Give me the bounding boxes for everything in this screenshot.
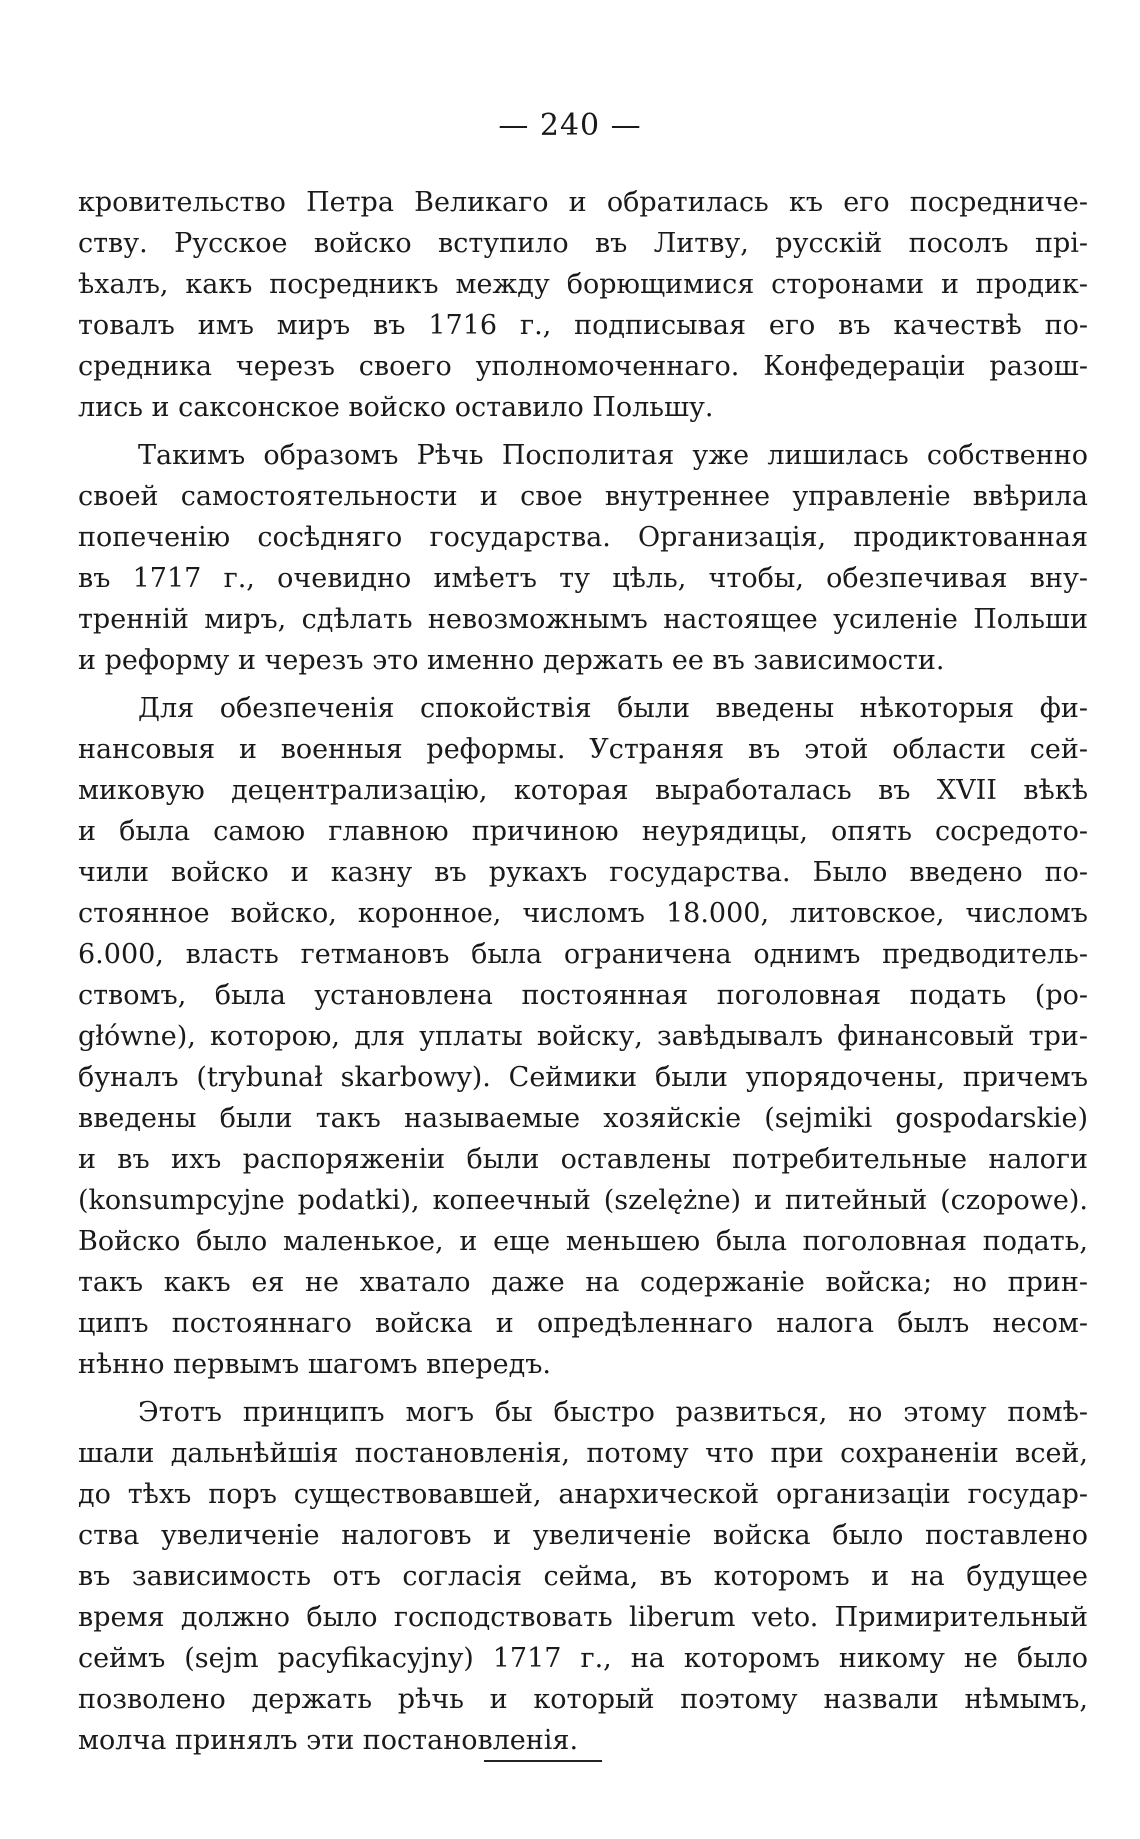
- text-line: и была самою главною причиною неурядицы, опять сосредото-: [78, 816, 1088, 847]
- paragraph: [78, 1392, 1088, 1761]
- text-line: główne), которою, для уплаты войску, завѣдывалъ финансовый три-: [78, 1021, 1088, 1052]
- text-line: въ зависимость отъ согласія сейма, въ которомъ и на будущее: [78, 1561, 1088, 1592]
- text-line: шали дальнѣйшія постановленія, потому что при сохраненіи всей,: [78, 1438, 1088, 1469]
- text-line: такъ какъ ея не хватало даже на содержаніе войска; но прин-: [78, 1267, 1088, 1298]
- paragraph: [78, 182, 1088, 428]
- text-line: и реформу и черезъ это именно держать ее въ зависимости.: [78, 645, 945, 676]
- text-line: Для обезпеченія спокойствія были введены нѣкоторыя фи-: [138, 693, 1088, 724]
- text-line: и въ ихъ распоряженіи были оставлены потребительные налоги: [78, 1144, 1088, 1175]
- paragraph-gap: [78, 428, 1088, 435]
- text-line: въ 1717 г., очевидно имѣетъ ту цѣль, чтобы, обезпечивая вну-: [78, 563, 1088, 594]
- paragraph-gap: [78, 1385, 1088, 1392]
- text-line: до тѣхъ поръ существовавшей, анархической организаціи государ-: [78, 1479, 1088, 1510]
- text-line: своей самостоятельности и свое внутреннее управленіе ввѣрила: [78, 481, 1088, 512]
- text-line: попеченію сосѣдняго государства. Организація, продиктованная: [78, 522, 1088, 553]
- text-line: чили войско и казну въ рукахъ государства. Было введено по-: [78, 857, 1088, 888]
- text-line: нѣнно первымъ шагомъ впередъ.: [78, 1349, 552, 1380]
- text-line: (konsumpcyjne podatki), копеечный (szelężne) и питейный (czopowe).: [78, 1185, 1088, 1216]
- text-line: Такимъ образомъ Рѣчь Посполитая уже лишилась собственно: [138, 440, 1088, 471]
- body-text: [78, 182, 1088, 1761]
- text-line: введены были такъ называемые хозяйскіе (sejmiki gospodarskie): [78, 1103, 1088, 1134]
- text-line: ствомъ, была установлена постоянная поголовная подать (po-: [78, 980, 1088, 1011]
- text-line: Этотъ принципъ могъ бы быстро развиться, но этому помѣ-: [138, 1397, 1088, 1428]
- text-line: Войско было маленькое, и еще меньшею была поголовная подать,: [78, 1226, 1088, 1257]
- text-line: нансовыя и военныя реформы. Устраняя въ этой области сей-: [78, 734, 1088, 765]
- text-line: 6.000, власть гетмановъ была ограничена однимъ предводитель-: [78, 939, 1088, 970]
- text-line: молча принялъ эти постановленія.: [78, 1725, 579, 1756]
- text-line: ѣхалъ, какъ посредникъ между борющимися сторонами и продик-: [78, 269, 1088, 300]
- text-line: тренній миръ, сдѣлать невозможнымъ настоящее усиленіе Польши: [78, 604, 1088, 635]
- text-line: сеймъ (sejm pacyfikacyjny) 1717 г., на которомъ никому не было: [78, 1643, 1088, 1674]
- text-line: ципъ постояннаго войска и опредѣленнаго налога былъ несом-: [78, 1308, 1088, 1339]
- text-line: буналъ (trybunał skarbowy). Сеймики были упорядочены, причемъ: [78, 1062, 1088, 1093]
- text-line: позволено держать рѣчь и который поэтому назвали нѣмымъ,: [78, 1684, 1088, 1715]
- text-line: ства увеличеніе налоговъ и увеличеніе войска было поставлено: [78, 1520, 1088, 1551]
- footer-rule: [484, 1760, 602, 1762]
- text-line: время должно было господствовать liberum veto. Примирительный: [78, 1602, 1088, 1633]
- text-line: миковую децентрализацію, которая выработалась въ XVII вѣкѣ: [78, 775, 1088, 806]
- text-line: стоянное войско, коронное, числомъ 18.000, литовское, числомъ: [78, 898, 1088, 929]
- text-line: кровительство Петра Великаго и обратилась къ его посредниче-: [78, 187, 1088, 218]
- paragraph: [78, 435, 1088, 681]
- paragraph-gap: [78, 681, 1088, 688]
- page-number: — 240 —: [498, 108, 642, 143]
- text-line: ству. Русское войско вступило въ Литву, русскій посолъ прі-: [78, 228, 1088, 259]
- paragraph: [78, 688, 1088, 1385]
- text-line: средника черезъ своего уполномоченнаго. Конфедераціи разош-: [78, 351, 1088, 382]
- text-line: лись и саксонское войско оставило Польшу.: [78, 392, 714, 423]
- text-line: товалъ имъ миръ въ 1716 г., подписывая его въ качествѣ по-: [78, 310, 1088, 341]
